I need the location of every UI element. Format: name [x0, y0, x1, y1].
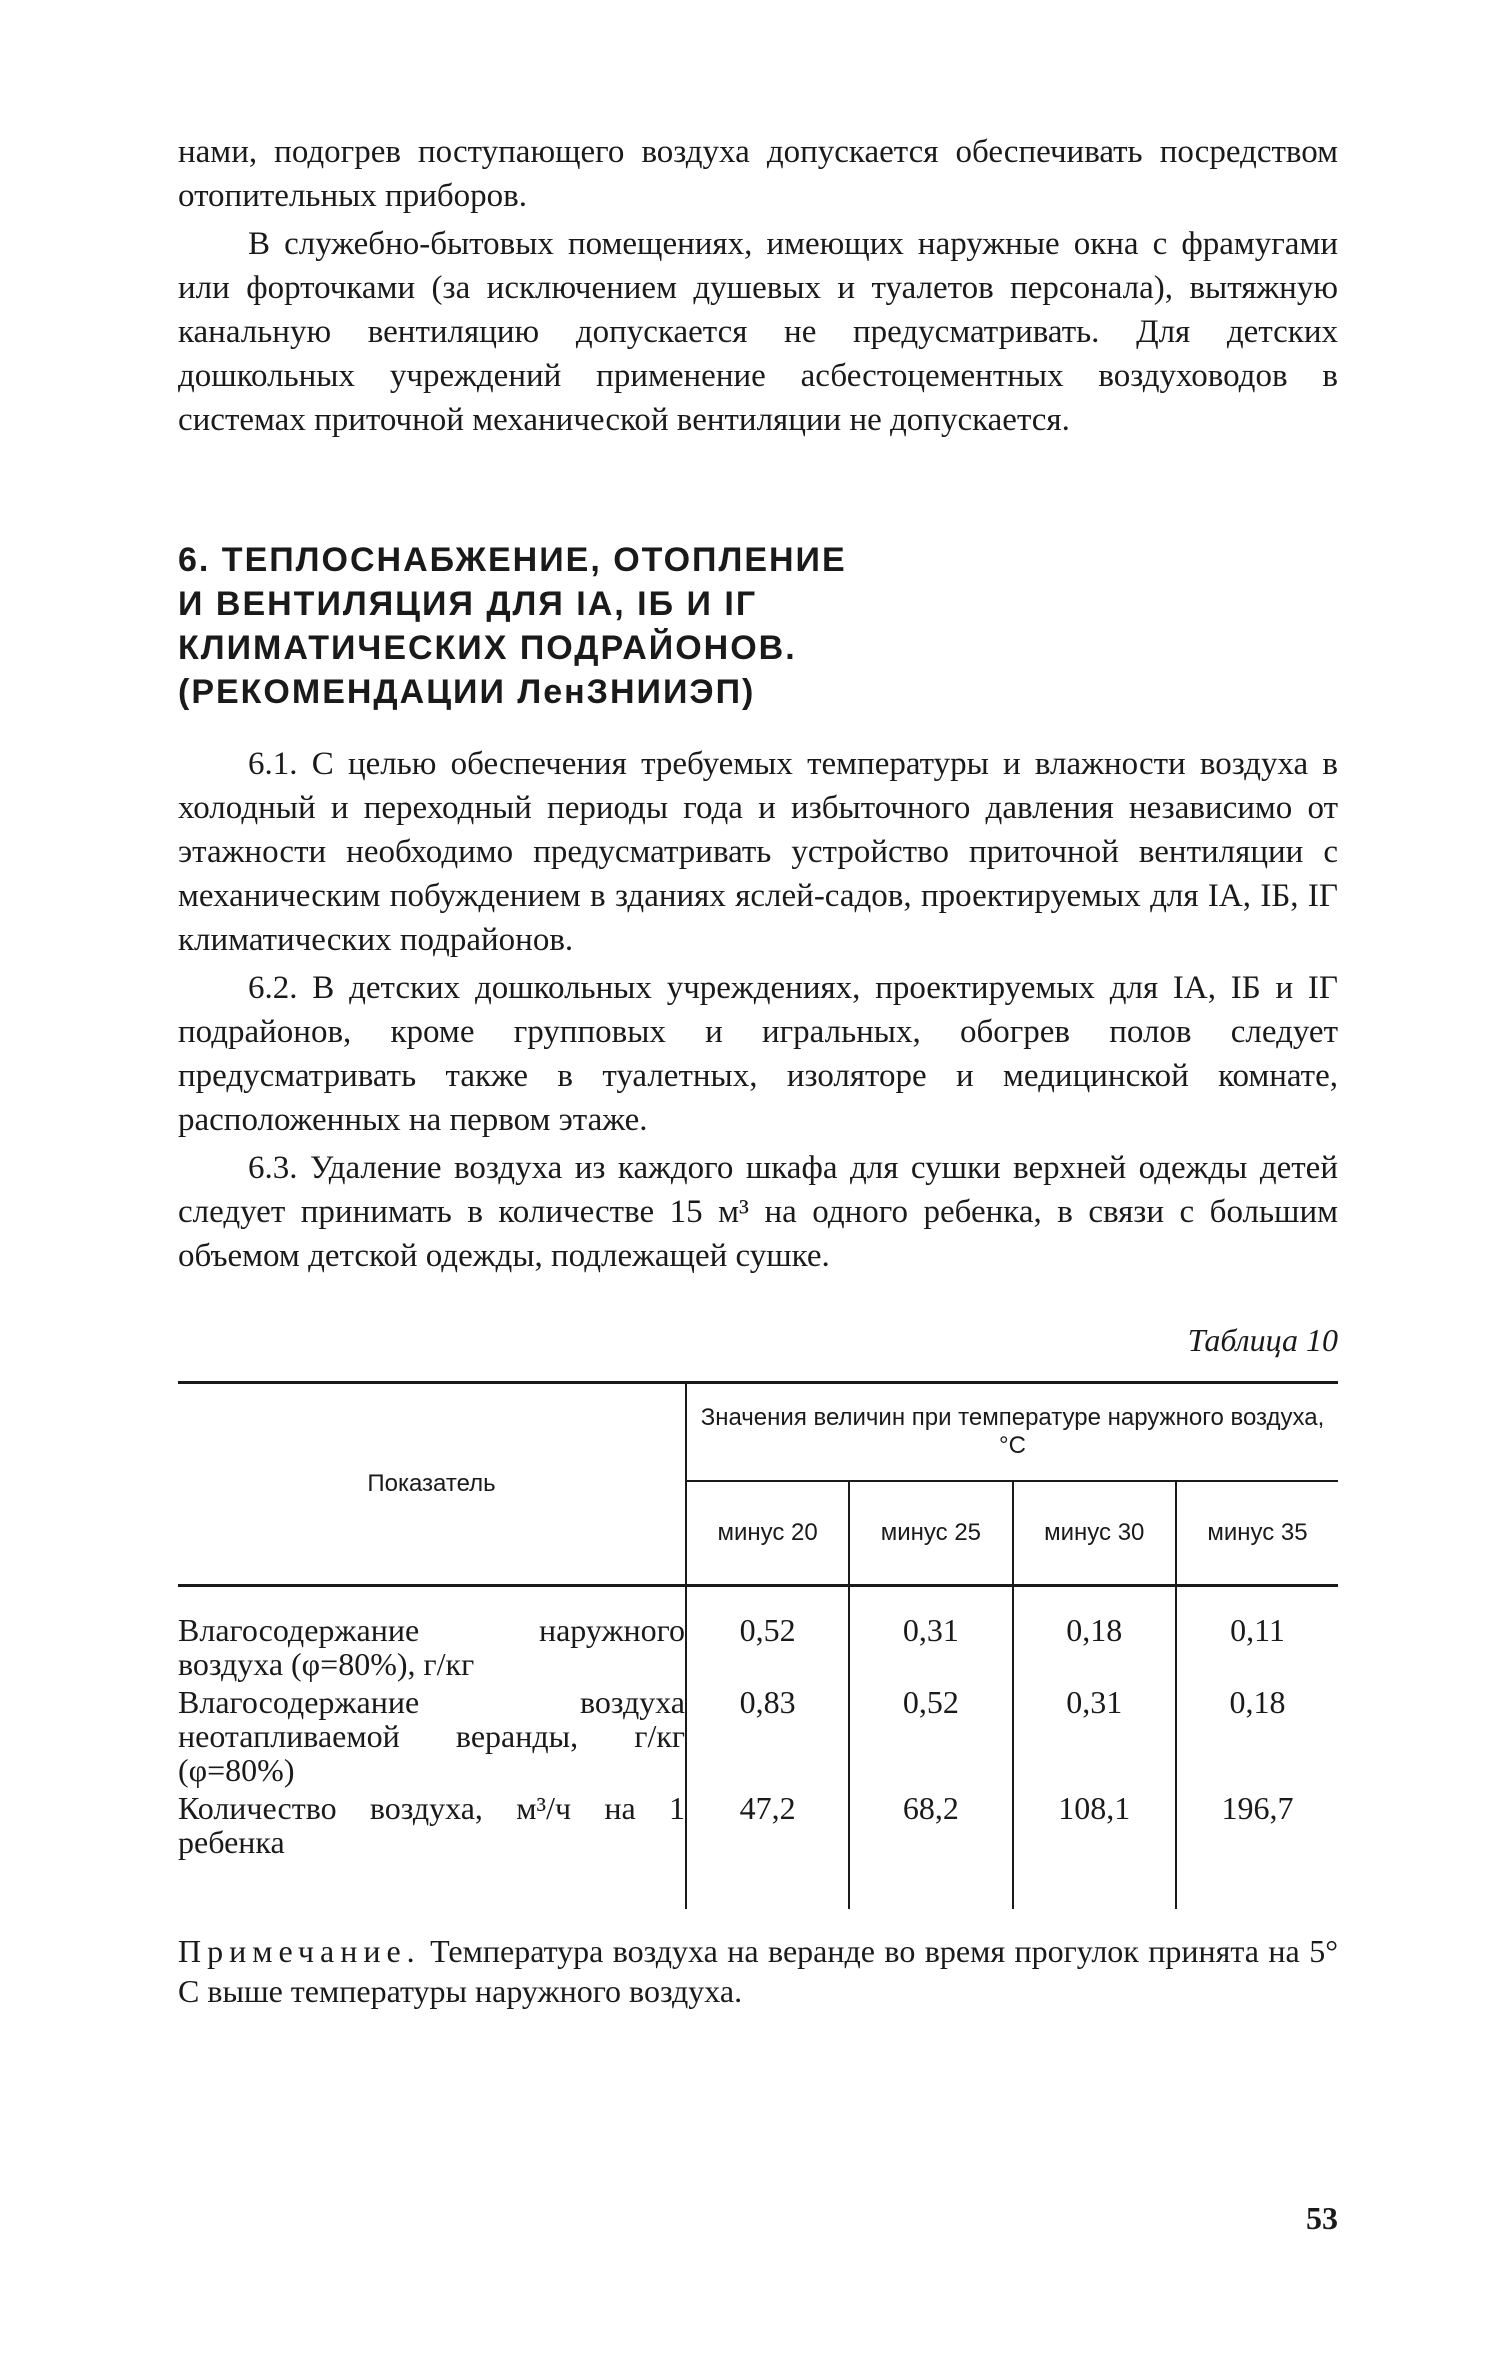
data-table [178, 1381, 1338, 1909]
table-note [178, 1931, 1338, 2011]
cell-value: 0,18 [1013, 1586, 1176, 1682]
cell-value: 0,52 [686, 1586, 849, 1682]
temperature-header: минус 35 [1176, 1481, 1338, 1586]
indicator-header: Показатель [178, 1383, 686, 1586]
row-label: Влагосодержание воздуха неотапливаемой веранды, г/кг (φ=80%) [178, 1681, 686, 1787]
paragraph-intro-continuation: нами, подогрев поступающего воздуха допускается обеспечивать посредством отопительных приборов. [178, 134, 1338, 214]
cell-value: 196,7 [1221, 1790, 1294, 1826]
section-heading [178, 538, 1338, 714]
paragraph-6-1: 6.1. С целью обеспечения требуемых температуры и влажности воздуха в холодный и переходный периоды года и избыточного давления независимо от этажности необходимо предусматривать устройство приточной вентиляции с механическим побуждением в зданиях яслей-садов, проектируемых для IА, IБ, IГ климатических подрайонов. [178, 746, 1338, 958]
note-text: Температура воздуха на веранде во время прогулок принята на 5° С выше температуры наружного воздуха. [178, 1933, 1339, 2009]
cell-value: 0,18 [1229, 1684, 1286, 1720]
table-caption: Таблица 10 [1187, 1322, 1338, 1358]
cell-value: 108,1 [1013, 1787, 1176, 1909]
heading-line: И ВЕНТИЛЯЦИЯ ДЛЯ IА, IБ И IГ [178, 585, 758, 623]
table-row [178, 1787, 1338, 1909]
table-row [178, 1681, 1338, 1787]
page-content [178, 130, 1338, 2011]
table-row [178, 1586, 1338, 1682]
row-label: Влагосодержание наружного воздуха (φ=80%), г/кг [178, 1586, 686, 1682]
temperature-group-header: Значения величин при температуре наружного воздуха, °С [686, 1383, 1338, 1482]
cell-value: 0,83 [686, 1681, 849, 1787]
heading-line: КЛИМАТИЧЕСКИХ ПОДРАЙОНОВ. [178, 629, 797, 667]
paragraph-service-rooms: В служебно-бытовых помещениях, имеющих наружные окна с фрамугами или форточками (за исключением душевых и туалетов персонала), вытяжную канальную вентиляцию допускается не предусматривать. Для детских дошкольных учреждений применение асбестоцементных воздуховодов в системах приточной механической вентиляции не допускается. [178, 226, 1338, 438]
temperature-header: минус 20 [686, 1481, 849, 1586]
cell-value: 0,11 [1230, 1612, 1285, 1648]
cell-value: 0,31 [1013, 1681, 1176, 1787]
cell-value: 47,2 [686, 1787, 849, 1909]
heading-line: (РЕКОМЕНДАЦИИ ЛенЗНИИЭП) [178, 673, 756, 711]
note-label: Примечание. [178, 1933, 421, 1969]
row-label: Количество воздуха, м³/ч на 1 ребенка [178, 1787, 686, 1909]
cell-value: 0,52 [849, 1681, 1012, 1787]
cell-value: 0,31 [849, 1586, 1012, 1682]
paragraph-6-2: 6.2. В детских дошкольных учреждениях, проектируемых для IА, IБ и IГ подрайонов, кроме групповых и игральных, обогрев полов следует предусматривать также в туалетных, изоляторе и медицинской комнате, расположенных на первом этаже. [178, 970, 1338, 1138]
paragraph-6-3: 6.3. Удаление воздуха из каждого шкафа для сушки верхней одежды детей следует принимать в количестве 15 м³ на одного ребенка, в связи с большим объемом детской одежды, подлежащей сушке. [178, 1150, 1338, 1274]
cell-value: 68,2 [849, 1787, 1012, 1909]
temperature-header: минус 30 [1013, 1481, 1176, 1586]
temperature-header: минус 25 [849, 1481, 1012, 1586]
heading-line: 6. ТЕПЛОСНАБЖЕНИЕ, ОТОПЛЕНИЕ [178, 541, 847, 579]
page-number: 53 [1306, 2200, 1338, 2236]
